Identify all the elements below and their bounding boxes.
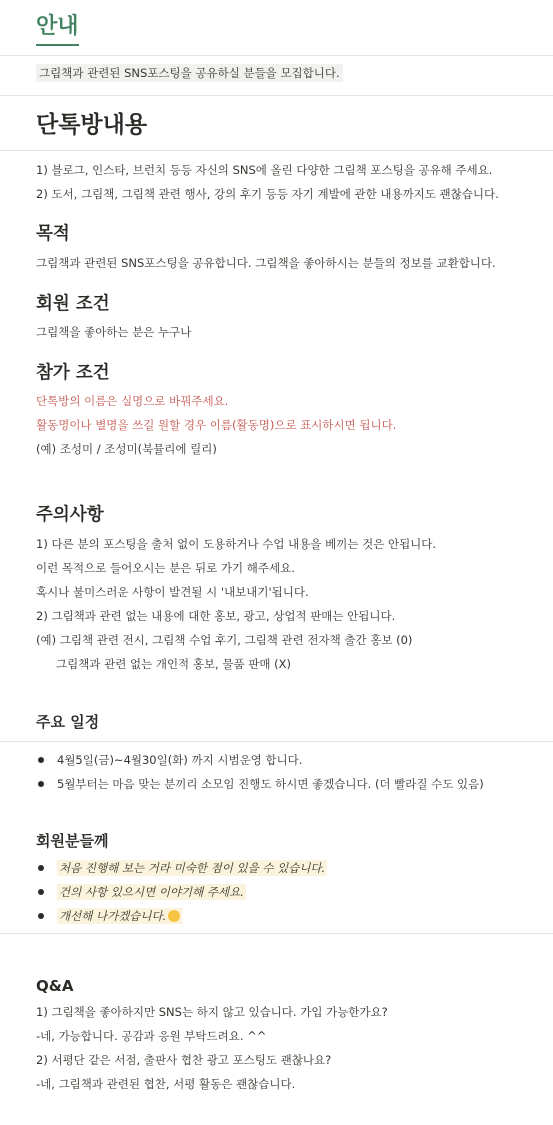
- caution-line: 이런 목적으로 들어오시는 분은 뒤로 가기 해주세요.: [36, 561, 295, 575]
- bullet-dot: [38, 757, 44, 763]
- members-note-item: [57, 860, 327, 876]
- members-note-item: [57, 908, 182, 924]
- member-text: 그림책을 좋아하는 분은 누구나: [36, 325, 192, 339]
- bullet-dot: [38, 865, 44, 871]
- qa-line: 2) 서평단 같은 서점, 출판사 협찬 광고 포스팅도 괜찮나요?: [36, 1053, 332, 1067]
- join-line-red: 단톡방의 이름은 실명으로 바꿔주세요.: [36, 394, 229, 408]
- join-example: (예) 조성미 / 조성미(북뮬리에 릴리): [36, 442, 217, 456]
- divider: [0, 55, 553, 56]
- page-title-wrap: [36, 12, 79, 46]
- highlighted-text: 처음 진행해 보는 거라 미숙한 점이 있을 수 있습니다.: [59, 861, 326, 875]
- divider: [0, 741, 553, 742]
- caution-line: 혹시나 불미스러운 사항이 발견될 시 '내보내기'됩니다.: [36, 585, 309, 599]
- caution-heading: 주의사항: [36, 505, 104, 525]
- qa-line: -네, 가능합니다. 공감과 응원 부탁드려요. ^^: [36, 1029, 267, 1043]
- caution-line: 1) 다른 분의 포스팅을 출처 없이 도용하거나 수업 내용을 베끼는 것은 안됩니다.: [36, 537, 437, 551]
- schedule-heading: 주요 일정: [36, 713, 100, 731]
- caution-line: (예) 그림책 관련 전시, 그림책 수업 후기, 그림책 관련 전자책 출간 홍보 (0): [36, 633, 413, 647]
- bullet-dot: [38, 781, 44, 787]
- qa-line: -네, 그림책과 관련된 협찬, 서평 활동은 괜찮습니다.: [36, 1077, 296, 1091]
- join-line-red: 활동명이나 별명을 쓰길 원할 경우 이름(활동명)으로 표시하시면 됩니다.: [36, 418, 397, 432]
- intro-text: 그림책과 관련된 SNS포스팅을 공유하실 분들을 모집합니다.: [36, 64, 343, 82]
- highlighted-text-content: 개선해 나가겠습니다.: [59, 909, 167, 923]
- bullet-dot: [38, 889, 44, 895]
- highlighted-text: [57, 908, 182, 924]
- schedule-item: 4월5일(금)~4월30일(화) 까지 시범운영 합니다.: [57, 753, 303, 767]
- room-heading: 단톡방내용: [36, 112, 148, 138]
- purpose-text: 그림책과 관련된 SNS포스팅을 공유합니다. 그림책을 좋아하시는 분들의 정보를 교환합니다.: [36, 256, 496, 270]
- qa-heading: Q&A: [36, 977, 74, 995]
- member-heading: 회원 조건: [36, 294, 110, 314]
- bullet-dot: [38, 913, 44, 919]
- members-note-heading: 회원분들께: [36, 832, 109, 850]
- purpose-heading: 목적: [36, 224, 70, 244]
- room-line: 2) 도서, 그림책, 그림책 관련 행사, 강의 후기 등등 자기 계발에 관한 내용까지도 괜찮습니다.: [36, 187, 499, 201]
- divider: [0, 150, 553, 151]
- divider: [0, 95, 553, 96]
- qa-line: 1) 그림책을 좋아하지만 SNS는 하지 않고 있습니다. 가입 가능한가요?: [36, 1005, 388, 1019]
- page-title: 안내: [36, 12, 79, 46]
- hugging-face-icon: [168, 910, 180, 922]
- schedule-item: 5월부터는 마음 맞는 분끼리 소모임 진행도 하시면 좋겠습니다. (더 빨라질 수도 있음): [57, 777, 484, 791]
- members-note-item: [57, 884, 246, 900]
- caution-line: 그림책과 관련 없는 개인적 홍보, 물품 판매 (X): [56, 657, 291, 671]
- join-heading: 참가 조건: [36, 363, 110, 383]
- divider: [0, 933, 553, 934]
- highlighted-text: 건의 사항 있으시면 이야기해 주세요.: [59, 885, 244, 899]
- room-line: 1) 블로그, 인스타, 브런치 등등 자신의 SNS에 올린 다양한 그림책 포스팅을 공유해 주세요.: [36, 163, 493, 177]
- caution-line: 2) 그림책과 관련 없는 내용에 대한 홍보, 광고, 상업적 판매는 안됩니다.: [36, 609, 396, 623]
